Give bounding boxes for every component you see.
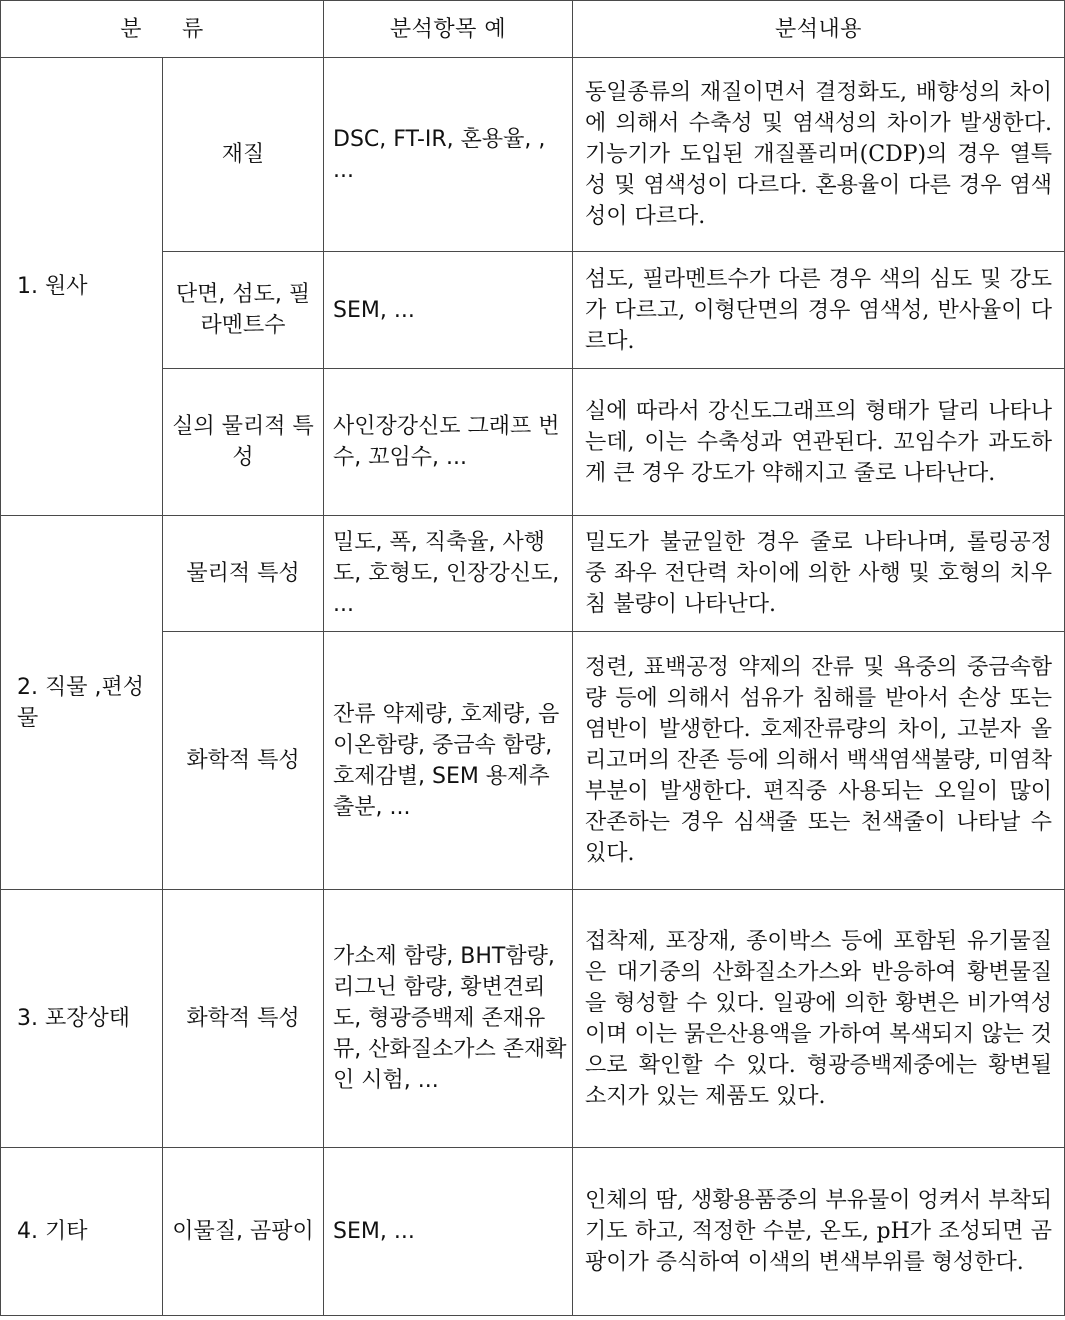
analysis-items: 밀도, 폭, 직축율, 사행도, 호형도, 인장강신도, ...: [324, 516, 573, 632]
table-row: [1, 1148, 1065, 1316]
header-category-a: 분: [120, 16, 142, 42]
analysis-items: SEM, ...: [324, 252, 573, 369]
analysis-content: 섬도, 필라멘트수가 다른 경우 색의 심도 및 강도가 다르고, 이형단면의 경우 염색성, 반사율이 다르다.: [573, 252, 1065, 369]
table-row: [1, 516, 1065, 632]
analysis-items: SEM, ...: [324, 1148, 573, 1316]
analysis-content: 동일종류의 재질이면서 결정화도, 배향성의 차이에 의해서 수축성 및 염색성의 차이가 발생한다. 기능기가 도입된 개질폴리머(CDP)의 경우 열특성 및 염색성이 다르다. 혼용율이 다른 경우 염색성이 다르다.: [573, 58, 1065, 252]
analysis-content: 인체의 땀, 생황용품중의 부유물이 엉켜서 부착되기도 하고, 적정한 수분, 온도, pH가 조성되면 곰팡이가 증식하여 이색의 변색부위를 형성한다.: [573, 1148, 1065, 1316]
header-row: [1, 1, 1065, 58]
analysis-items: 사인장강신도 그래프 번수, 꼬임수, ...: [324, 369, 573, 516]
table-row: [1, 890, 1065, 1148]
subcategory-label: 화학적 특성: [163, 890, 324, 1148]
subcategory-label: 이물질, 곰팡이: [163, 1148, 324, 1316]
header-category-b: 류: [182, 16, 204, 42]
category-label: 4. 기타: [1, 1148, 163, 1316]
header-content: 분석내용: [573, 1, 1065, 58]
category-label: 3. 포장상태: [1, 890, 163, 1148]
subcategory-label: 재질: [163, 58, 324, 252]
category-label: 2. 직물 ,편성물: [1, 516, 163, 890]
analysis-content: 실에 따라서 강신도그래프의 형태가 달리 나타나는데, 이는 수축성과 연관된다. 꼬임수가 과도하게 큰 경우 강도가 약해지고 줄로 나타난다.: [573, 369, 1065, 516]
category-label: 1. 원사: [1, 58, 163, 516]
subcategory-label: 화학적 특성: [163, 632, 324, 890]
header-items: 분석항목 예: [324, 1, 573, 58]
analysis-items: 가소제 함량, BHT함량, 리그닌 함량, 황변견뢰도, 형광증백제 존재유뮤, 산화질소가스 존재확인 시험, ...: [324, 890, 573, 1148]
analysis-items: 잔류 약제량, 호제량, 음이온함량, 중금속 함량, 호제감별, SEM 용제추출분, ...: [324, 632, 573, 890]
subcategory-label: 단면, 섬도, 필라멘트수: [163, 252, 324, 369]
table-row: [1, 58, 1065, 252]
analysis-content: 정련, 표백공정 약제의 잔류 및 욕중의 중금속함량 등에 의해서 섬유가 침해를 받아서 손상 또는 염반이 발생한다. 호제잔류량의 차이, 고분자 올리고머의 잔존 등에 의해서 백색염색불량, 미염착부분이 발생한다. 편직중 사용되는 오일이 많이 잔존하는 경우 심색줄 또는 천색줄이 나타날 수 있다.: [573, 632, 1065, 890]
subcategory-label: 물리적 특성: [163, 516, 324, 632]
header-category: [1, 1, 324, 58]
analysis-items: DSC, FT-IR, 혼용율, , ...: [324, 58, 573, 252]
analysis-content: 밀도가 불균일한 경우 줄로 나타나며, 롤링공정 중 좌우 전단력 차이에 의한 사행 및 호형의 치우침 불량이 나타난다.: [573, 516, 1065, 632]
subcategory-label: 실의 물리적 특성: [163, 369, 324, 516]
analysis-content: 접착제, 포장재, 종이박스 등에 포함된 유기물질은 대기중의 산화질소가스와 반응하여 황변물질을 형성할 수 있다. 일광에 의한 황변은 비가역성이며 이는 묽은산용액을 가하여 복색되지 않는 것으로 확인할 수 있다. 형광증백제중에는 황변될 소지가 있는 제품도 있다.: [573, 890, 1065, 1148]
